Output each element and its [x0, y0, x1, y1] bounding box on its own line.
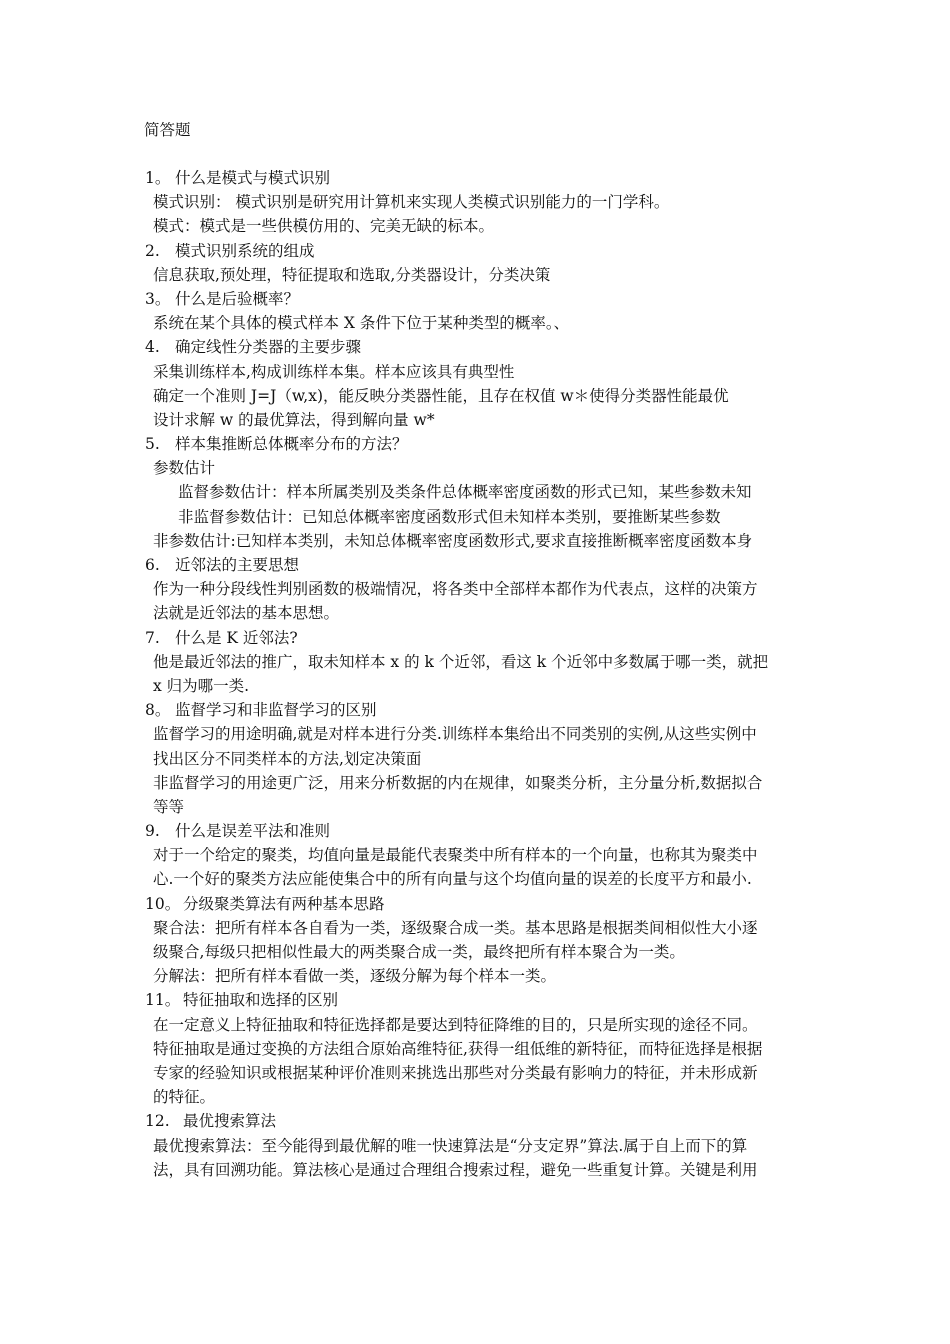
answer-line: 级聚合,每级只把相似性最大的两类聚合成一类，最终把所有样本聚合为一类。 [153, 943, 685, 961]
answer-line: 法就是近邻法的基本思想。 [153, 604, 340, 623]
answer-line: 他是最近邻法的推广，取未知样本 x 的 k 个近邻，看这 k 个近邻中多数属于哪一类，就把 [153, 652, 769, 671]
question-number: 8。 [145, 701, 171, 720]
question-number: 2. [145, 241, 160, 260]
page-title: 简答题 [144, 121, 191, 139]
answer-line: 最优搜索算法：至今能得到最优解的唯一快速算法是“分支定界”算法.属于自上而下的算 [153, 1136, 748, 1155]
answer-line: 在一定意义上特征抽取和特征选择都是要达到特征降维的目的，只是所实现的途径不同。 [153, 1015, 758, 1034]
question-heading [0, 988, 950, 1012]
answer-line: 信息获取,预处理，特征提取和选取,分类器设计，分类决策 [153, 265, 551, 284]
question-heading [0, 239, 950, 263]
question-number: 7. [145, 628, 160, 647]
question-text: 近邻法的主要思想 [175, 556, 300, 574]
question-text: 监督学习和非监督学习的区别 [175, 701, 377, 720]
question-number: 6. [145, 556, 160, 574]
question-heading [0, 287, 950, 311]
question-heading [0, 432, 950, 456]
question-text: 什么是后验概率？ [175, 289, 300, 308]
question-text: 样本集推断总体概率分布的方法？ [175, 435, 408, 454]
question-heading [0, 819, 950, 843]
answer-line: 特征抽取是通过变换的方法组合原始高维特征,获得一组低维的新特征，而特征选择是根据 [153, 1039, 763, 1058]
question-number: 10。 [145, 894, 181, 913]
answer-line: 聚合法：把所有样本各自看为一类，逐级聚合成一类。基本思路是根据类间相似性大小逐 [153, 918, 758, 937]
answer-line: 法，具有回溯功能。算法核心是通过合理组合搜索过程，避免一些重复计算。关键是利用 [153, 1160, 758, 1179]
question-text: 特征抽取和选择的区别 [183, 991, 339, 1010]
answer-line: 确定一个准则 J=J（w,x)，能反映分类器性能，且存在权值 w＊使得分类器性能最优 [153, 386, 729, 405]
question-heading [0, 626, 950, 650]
answer-line: 设计求解 w 的最优算法，得到解向量 w* [153, 410, 435, 429]
question-heading [0, 1109, 950, 1133]
answer-subline: 非监督参数估计：已知总体概率密度函数形式但未知样本类别，要推断某些参数 [178, 507, 721, 526]
question-heading [0, 166, 950, 190]
answer-line: 监督学习的用途明确,就是对样本进行分类.训练样本集给出不同类别的实例,从这些实例中 [153, 725, 757, 744]
answer-line: 专家的经验知识或根据某种评价准则来挑选出那些对分类最有影响力的特征，并未形成新 [153, 1063, 758, 1082]
question-heading [0, 698, 950, 722]
answer-subline: 监督参数估计：样本所属类别及类条件总体概率密度函数的形式已知，某些参数未知 [178, 483, 752, 502]
question-number: 3。 [145, 289, 171, 308]
question-text: 什么是误差平法和准则 [175, 822, 331, 841]
question-text: 最优搜索算法 [183, 1112, 277, 1131]
answer-line: 系统在某个具体的模式样本 X 条件下位于某种类型的概率。、 [153, 314, 570, 333]
question-text: 模式识别系统的组成 [175, 241, 315, 260]
answer-line: 模式识别： 模式识别是研究用计算机来实现人类模式识别能力的一门学科。 [153, 193, 670, 212]
answer-line: 非监督学习的用途更广泛，用来分析数据的内在规律，如聚类分析，主分量分析,数据拟合 [153, 773, 763, 792]
question-number: 1。 [145, 169, 171, 187]
answer-line: 采集训练样本,构成训练样本集。样本应该具有典型性 [153, 362, 515, 381]
question-number: 11。 [145, 991, 181, 1010]
question-heading [0, 892, 950, 916]
answer-line: 心.一个好的聚类方法应能使集合中的所有向量与这个均值向量的误差的长度平方和最小. [153, 870, 752, 889]
answer-line: 作为一种分段线性判别函数的极端情况，将各类中全部样本都作为代表点，这样的决策方 [153, 580, 758, 599]
answer-line: 非参数估计:已知样本类别，未知总体概率密度函数形式,要求直接推断概率密度函数本身 [153, 531, 753, 550]
question-text: 什么是模式与模式识别 [175, 169, 331, 187]
question-number: 4. [145, 338, 160, 357]
answer-line: x 归为哪一类. [153, 676, 250, 695]
answer-line: 等等 [153, 797, 185, 816]
question-heading [0, 553, 950, 577]
answer-line: 找出区分不同类样本的方法,划定决策面 [153, 749, 422, 768]
answer-line: 分解法：把所有样本看做一类，逐级分解为每个样本一类。 [153, 967, 557, 986]
question-number: 9. [145, 822, 160, 841]
question-number: 5. [145, 435, 160, 454]
answer-line: 对于一个给定的聚类，均值向量是最能代表聚类中所有样本的一个向量，也称其为聚类中 [153, 846, 758, 865]
qa-content [0, 166, 950, 1182]
answer-line: 参数估计 [153, 459, 216, 478]
answer-line: 的特征。 [153, 1088, 216, 1107]
question-text: 分级聚类算法有两种基本思路 [183, 894, 385, 913]
answer-line: 模式：模式是一些供模仿用的、完美无缺的标本。 [153, 217, 495, 236]
question-text: 什么是 K 近邻法? [175, 628, 298, 647]
question-heading [0, 335, 950, 359]
question-number: 12. [145, 1112, 170, 1131]
question-text: 确定线性分类器的主要步骤 [175, 338, 362, 357]
